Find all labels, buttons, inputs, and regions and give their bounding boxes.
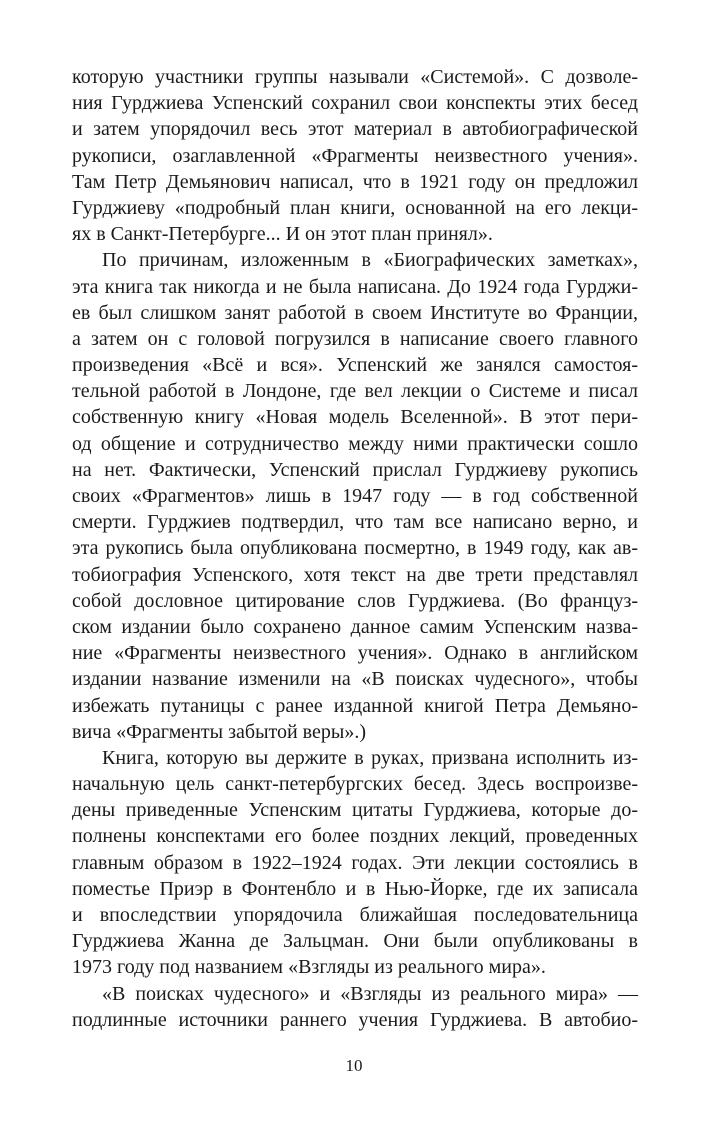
text-line: ев был слишком занят работой в своем Институте во Франции, [72, 301, 638, 324]
text-line: а затем он с головой погрузился в написание своего главного [72, 327, 638, 350]
text-line: ском издании было сохранено данное самим Успенским назва- [72, 615, 638, 638]
text-line: тельной работой в Лондоне, где вел лекции о Системе и писал [72, 380, 638, 403]
text-line: собственную книгу «Новая модель Вселенной». В этот пери- [72, 406, 638, 429]
body-text [72, 64, 638, 1033]
text-line: и впоследствии упорядочила ближайшая последовательница [72, 904, 638, 926]
text-line: Книга, которую вы держите в руках, призвана исполнить из- [102, 746, 638, 769]
text-line: подлинные источники раннего учения Гурджиева. В автобио- [72, 1008, 638, 1031]
text-line: на нет. Фактически, Успенский прислал Гурджиеву рукопись [72, 458, 638, 481]
text-line: Там Петр Демьянович написал, что в 1921 году он предложил [72, 170, 638, 193]
text-line: смерти. Гурджиев подтвердил, что там все написано верно, и [72, 511, 638, 534]
text-line: полнены конспектами его более поздних лекций, проведенных [72, 825, 638, 848]
text-line: и затем упорядочил весь этот материал в автобиографической [72, 118, 638, 141]
text-line: По причинам, изложенным в «Биографических заметках», [102, 249, 638, 272]
text-line: собой дословное цитирование слов Гурджиева. (Во француз- [72, 589, 638, 612]
text-line: эта рукопись была опубликована посмертно, в 1949 году, как ав- [72, 537, 638, 560]
page-number: 10 [345, 1056, 363, 1075]
text-line: ние «Фрагменты неизвестного учения». Однако в английском [72, 642, 638, 665]
text-line: 1973 году под названием «Взгляды из реального мира». [72, 956, 546, 979]
text-line: тобиография Успенского, хотя текст на две трети представлял [72, 563, 638, 586]
text-line: поместье Приэр в Фонтенбло и в Нью-Йорке, где их записала [72, 877, 638, 900]
text-line: эта книга так никогда и не была написана. До 1924 года Гурджи- [72, 275, 638, 298]
text-line: своих «Фрагментов» лишь в 1947 году — в год собственной [72, 485, 638, 507]
text-line: ях в Санкт-Петербурге... И он этот план принял». [72, 223, 493, 246]
text-line: Гурджиеву «подробный план книги, основанной на его лекци- [72, 196, 638, 219]
text-line: издании название изменили на «В поисках чудесного», чтобы [72, 668, 638, 691]
text-line: рукописи, озаглавленной «Фрагменты неизвестного учения». [72, 144, 638, 167]
text-line: дены приведенные Успенским цитаты Гурджиева, которые до- [72, 799, 638, 822]
text-line: начальную цель санкт-петербургских бесед. Здесь воспроизве- [72, 773, 638, 796]
text-line: од общение и сотрудничество между ними практически сошло [72, 432, 638, 455]
text-line: Гурджиева Жанна де Зальцман. Они были опубликованы в [72, 930, 638, 953]
text-line: произведения «Всё и вся». Успенский же занялся самостоя- [72, 354, 638, 377]
text-line: ния Гурджиева Успенский сохранил свои конспекты этих бесед [72, 92, 638, 115]
text-line: избежать путаницы с ранее изданной книгой Петра Демьяно- [72, 694, 638, 717]
text-line: главным образом в 1922–1924 годах. Эти лекции состоялись в [72, 851, 638, 874]
text-line: «В поисках чудесного» и «Взгляды из реального мира» — [102, 982, 638, 1005]
text-line: вича «Фрагменты забытой веры».) [72, 720, 366, 743]
text-line: которую участники группы называли «Системой». С дозволе- [72, 66, 638, 88]
